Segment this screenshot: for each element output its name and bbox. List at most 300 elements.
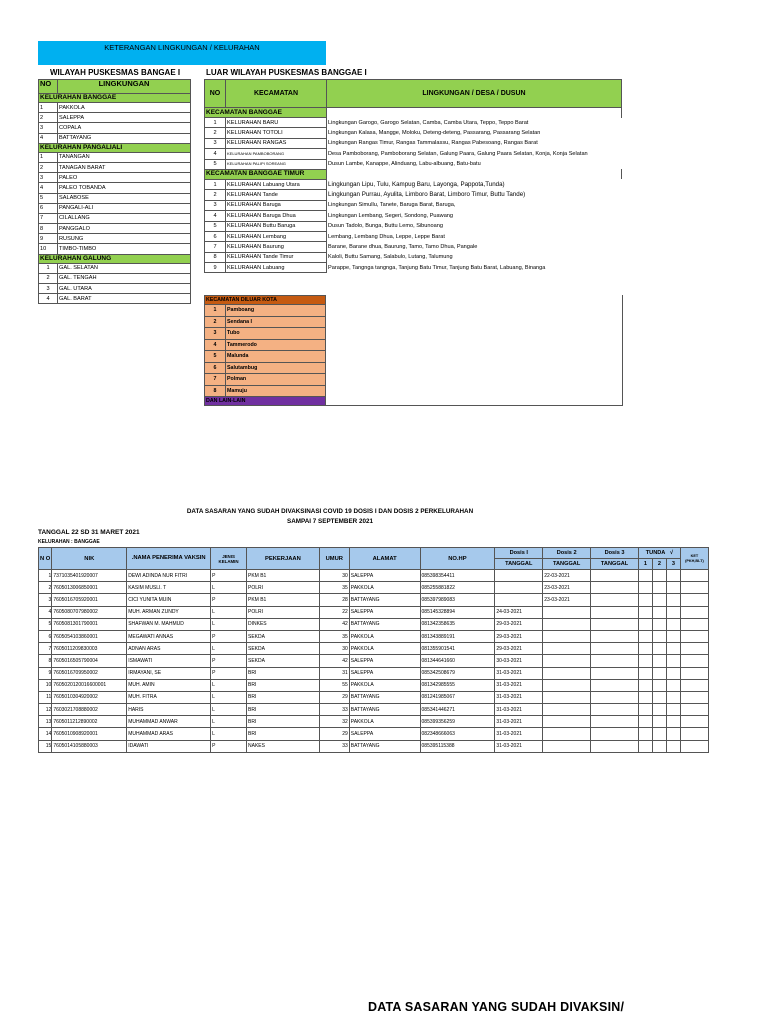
row-lingkungan: Lembang, Lembang Dhua, Leppe, Leppe Barat (328, 233, 445, 240)
row-tunda-1 (638, 716, 652, 728)
row-lingkungan: PANGGALO (58, 224, 191, 234)
row-dosis3 (591, 740, 639, 752)
row-lingkungan: Lingkungan Simullu, Tanete, Baruga Barat, Baruga, (328, 202, 456, 209)
row-pekerjaan: POLRI (247, 582, 320, 594)
col-jenis-kelamin: JENIS KELAMIN (211, 548, 247, 570)
tunda-label: TUNDA (645, 550, 666, 556)
row-tunda-2 (652, 618, 666, 630)
row-pekerjaan: POLRI (247, 606, 320, 618)
row-number: 7 (205, 242, 226, 252)
table-row (39, 679, 709, 691)
row-jenis-kelamin: P (211, 740, 247, 752)
table-row (39, 570, 709, 582)
row-number: 5 (39, 618, 52, 630)
row-lingkungan: Desa Pamboborang, Pamboborang Selatan, Galung Paara, Galung Paara Selatan, Konja, Konja Selatan (328, 150, 588, 157)
row-nohp: 081342358635 (420, 618, 495, 630)
row-lingkungan: Lingkungan Purrau, Ayulita, Limboro Barat, Limboro Timur, Buttu Tande) (328, 191, 526, 199)
row-lingkungan: Lingkungan Lembang, Segeri, Sondong, Puawang (328, 212, 454, 219)
vaksin-table (38, 547, 709, 753)
table-row (39, 655, 709, 667)
row-dosis3 (591, 716, 639, 728)
row-pekerjaan: NAKES (247, 740, 320, 752)
row-ket (680, 643, 708, 655)
table-row (205, 200, 622, 210)
footer-row (205, 397, 326, 406)
row-number: 2 (205, 128, 226, 138)
row-jenis-kelamin: L (211, 618, 247, 630)
row-tunda-3 (666, 618, 680, 630)
row-dosis1: 31-03-2021 (495, 704, 543, 716)
row-pekerjaan: SEKDA (247, 643, 320, 655)
luar-wilayah-table (204, 79, 622, 273)
col-dosis3-tanggal: TANGGAL (591, 559, 639, 570)
kecamatan-luar-kota-table (204, 295, 326, 406)
row-ket (680, 655, 708, 667)
table-row (39, 193, 191, 203)
row-number: 7 (39, 643, 52, 655)
row-dosis1: 29-03-2021 (495, 630, 543, 642)
row-nama: CICI YUNITA MUIN (127, 594, 211, 606)
row-kelurahan: KELURAHAN Tande (226, 190, 327, 200)
table-row (39, 284, 191, 294)
dan-lain-lain: DAN LAIN-LAIN (205, 397, 326, 406)
table-row (39, 162, 191, 172)
table-row (205, 362, 326, 374)
section-title: KECAMATAN BANGGAE (205, 108, 327, 118)
row-tunda-2 (652, 667, 666, 679)
col-dosis3: Dosis 3 (591, 548, 639, 559)
row-ket (680, 618, 708, 630)
row-nohp: 085341446271 (420, 704, 495, 716)
table-row (39, 103, 191, 113)
row-ket (680, 728, 708, 740)
table-row (39, 152, 191, 162)
row-number: 1 (39, 570, 52, 582)
row-kelurahan: KELURAHAN PALIPI SOREANG (226, 159, 327, 169)
row-jenis-kelamin: P (211, 655, 247, 667)
row-nik: 7605020120016600001 (52, 679, 127, 691)
row-nama: MUHAMMAD ARAS (127, 728, 211, 740)
col-nama: .NAMA PENERIMA VAKSIN (127, 548, 211, 570)
col-no: N O (39, 548, 52, 570)
row-ket (680, 679, 708, 691)
table-row (39, 630, 709, 642)
row-lingkungan: GAL. SELATAN (58, 263, 191, 273)
row-ket (680, 630, 708, 642)
row-kelurahan: KELURAHAN Baurung (226, 242, 327, 252)
row-number: 8 (205, 385, 226, 397)
row-dosis2 (543, 667, 591, 679)
table-row (205, 190, 622, 200)
row-dosis2 (543, 643, 591, 655)
col-dosis1-tanggal: TANGGAL (495, 559, 543, 570)
col-no: NO (39, 80, 58, 94)
row-lingkungan: PAKKOLA (58, 103, 191, 113)
row-nama: HARIS (127, 704, 211, 716)
row-tunda-1 (638, 655, 652, 667)
row-nohp: 081344641660 (420, 655, 495, 667)
row-tunda-1 (638, 594, 652, 606)
section-title: KELURAHAN PANGALIALI (39, 143, 191, 152)
row-nama: SHAFWAN M. MAHMUD (127, 618, 211, 630)
row-nohp: 081241985067 (420, 691, 495, 703)
row-pekerjaan: DINKES (247, 618, 320, 630)
row-kelurahan: KELURAHAN RANGAS (226, 138, 327, 148)
row-dosis2 (543, 691, 591, 703)
row-tunda-3 (666, 728, 680, 740)
table-row (39, 263, 191, 273)
row-number: 6 (205, 231, 226, 241)
row-tunda-2 (652, 740, 666, 752)
row-tunda-1 (638, 667, 652, 679)
row-number: 1 (39, 263, 58, 273)
table-row (39, 224, 191, 234)
row-nik: 7605010304920002 (52, 691, 127, 703)
section-header (205, 169, 622, 179)
row-dosis3 (591, 704, 639, 716)
col-kecamatan: KECAMATAN (226, 80, 327, 108)
row-lingkungan: Lingkungan Kalasa, Mangge, Moloku, Deteng-deteng, Passarang, Passarang Selatan (328, 130, 541, 137)
row-kecamatan: Salutambug (226, 362, 326, 374)
vaksin-title-line1: DATA SASARAN YANG SUDAH DIVAKSINASI COVID 19 DOSIS I DAN DOSIS 2 PERKELURAHAN (186, 508, 474, 515)
row-number: 7 (205, 374, 226, 386)
col-alamat: ALAMAT (349, 548, 420, 570)
row-number: 1 (39, 152, 58, 162)
kelurahan-label: KELURAHAN : BANGGAE (38, 539, 100, 545)
row-pekerjaan: SEKDA (247, 655, 320, 667)
table-row (205, 128, 622, 138)
row-dosis2: 23-03-2021 (543, 582, 591, 594)
row-dosis1 (495, 582, 543, 594)
table-row (205, 339, 326, 351)
row-kecamatan: Tubo (226, 328, 326, 340)
table-row (39, 691, 709, 703)
row-kecamatan: Malunda (226, 351, 326, 363)
section-filler (327, 108, 622, 118)
row-dosis3 (591, 582, 639, 594)
row-tunda-1 (638, 606, 652, 618)
col-lingkungan-desa: LINGKUNGAN / DESA / DUSUN (327, 80, 622, 108)
row-nama: IDAWATI (127, 740, 211, 752)
row-lingkungan: RUSUNG (58, 234, 191, 244)
col-dosis1: Dosis I (495, 548, 543, 559)
table-row (39, 123, 191, 133)
row-ket (680, 667, 708, 679)
row-number: 3 (205, 138, 226, 148)
table-row (205, 351, 326, 363)
row-kelurahan: KELURAHAN PAMBOBORANG (226, 149, 327, 159)
row-dosis2 (543, 679, 591, 691)
row-nik: 7605013006850001 (52, 582, 127, 594)
banner-title: KETERANGAN LINGKUNGAN / KELURAHAN (38, 41, 326, 65)
row-nohp: 085398354411 (420, 570, 495, 582)
col-tunda-3: 3 (666, 559, 680, 570)
row-tunda-3 (666, 691, 680, 703)
row-number: 4 (39, 183, 58, 193)
row-nohp: 081342985555 (420, 679, 495, 691)
row-tunda-2 (652, 655, 666, 667)
row-kelurahan: KELURAHAN TOTOLI (226, 128, 327, 138)
row-pekerjaan: BRI (247, 704, 320, 716)
row-number: 5 (205, 221, 226, 231)
table-row (39, 273, 191, 283)
row-kelurahan: KELURAHAN Labuang Utara (226, 179, 327, 189)
row-tunda-2 (652, 582, 666, 594)
row-kecamatan: Sendana I (226, 316, 326, 328)
table-row (39, 618, 709, 630)
row-tunda-1 (638, 618, 652, 630)
row-pekerjaan: BRI (247, 691, 320, 703)
row-number: 4 (205, 211, 226, 221)
row-number: 6 (39, 203, 58, 213)
row-nik: 7605016709950002 (52, 667, 127, 679)
row-tunda-3 (666, 606, 680, 618)
row-ket (680, 691, 708, 703)
table-row (39, 582, 709, 594)
row-lingkungan: TIMBO-TIMBO (58, 244, 191, 254)
row-dosis3 (591, 655, 639, 667)
row-tunda-2 (652, 570, 666, 582)
row-nik: 7605010908920001 (52, 728, 127, 740)
row-dosis3 (591, 728, 639, 740)
row-number: 10 (39, 679, 52, 691)
row-nik: 7605011209830003 (52, 643, 127, 655)
row-tunda-2 (652, 630, 666, 642)
row-number: 11 (39, 691, 52, 703)
col-nik: NIK (52, 548, 127, 570)
row-number: 4 (39, 606, 52, 618)
row-number: 2 (39, 162, 58, 172)
table-row (205, 149, 622, 159)
row-dosis2 (543, 740, 591, 752)
section-header (205, 108, 622, 118)
row-umur: 30 (319, 643, 349, 655)
row-dosis3 (591, 594, 639, 606)
row-lingkungan: SALABOSE (58, 193, 191, 203)
row-alamat: BATTAYANG (349, 740, 420, 752)
row-number: 5 (205, 159, 226, 169)
row-number: 4 (205, 339, 226, 351)
row-jenis-kelamin: L (211, 728, 247, 740)
row-tunda-3 (666, 740, 680, 752)
row-number: 2 (39, 582, 52, 594)
table-row (205, 316, 326, 328)
row-ket (680, 606, 708, 618)
row-tunda-3 (666, 704, 680, 716)
col-lingkungan: LINGKUNGAN (58, 80, 191, 94)
row-tunda-2 (652, 704, 666, 716)
row-lingkungan: Parappe, Tangnga tangnga, Tanjung Batu Timur, Tanjung Batu Barat, Labuang, Binanga (328, 264, 546, 271)
table-row (39, 133, 191, 143)
row-dosis2 (543, 606, 591, 618)
row-tunda-2 (652, 594, 666, 606)
row-dosis1: 29-03-2021 (495, 643, 543, 655)
row-lingkungan: GAL. UTARA (58, 284, 191, 294)
row-tunda-1 (638, 728, 652, 740)
row-tunda-1 (638, 630, 652, 642)
row-nohp: 081355901541 (420, 643, 495, 655)
row-alamat: PAKKOLA (349, 630, 420, 642)
row-dosis2: 22-03-2021 (543, 570, 591, 582)
row-alamat: PAKKOLA (349, 679, 420, 691)
row-tunda-1 (638, 704, 652, 716)
row-nik: 7605080707980002 (52, 606, 127, 618)
row-nohp: 085395115388 (420, 740, 495, 752)
row-number: 3 (39, 123, 58, 133)
row-number: 7 (39, 213, 58, 223)
row-number: 3 (39, 284, 58, 294)
table-row (205, 118, 622, 128)
row-kecamatan: Polman (226, 374, 326, 386)
row-number: 3 (39, 173, 58, 183)
row-number: 5 (205, 351, 226, 363)
row-alamat: PAKKOLA (349, 582, 420, 594)
row-number: 8 (205, 252, 226, 262)
row-nohp: 085399356259 (420, 716, 495, 728)
row-number: 12 (39, 704, 52, 716)
row-umur: 31 (319, 667, 349, 679)
row-dosis3 (591, 679, 639, 691)
tanggal-label: TANGGAL 22 SD 31 MARET 2021 (38, 529, 140, 536)
row-number: 8 (39, 655, 52, 667)
row-jenis-kelamin: L (211, 606, 247, 618)
row-number: 5 (39, 193, 58, 203)
row-dosis1: 31-03-2021 (495, 740, 543, 752)
row-dosis1: 24-03-2021 (495, 606, 543, 618)
col-dosis2-tanggal: TANGGAL (543, 559, 591, 570)
col-umur: UMUR (319, 548, 349, 570)
table-row (205, 374, 326, 386)
row-dosis2 (543, 704, 591, 716)
row-dosis1 (495, 594, 543, 606)
row-umur: 32 (319, 716, 349, 728)
row-alamat: PAKKOLA (349, 643, 420, 655)
row-dosis1: 31-03-2021 (495, 667, 543, 679)
table-row (205, 328, 326, 340)
row-kelurahan: KELURAHAN Baruga Dhua (226, 211, 327, 221)
row-jenis-kelamin: L (211, 704, 247, 716)
row-dosis3 (591, 630, 639, 642)
row-number: 4 (205, 149, 226, 159)
row-umur: 33 (319, 740, 349, 752)
row-lingkungan: PALEO (58, 173, 191, 183)
section-filler (327, 169, 622, 179)
table-row (205, 231, 622, 241)
row-kecamatan: Mamuju (226, 385, 326, 397)
row-umur: 29 (319, 691, 349, 703)
row-dosis1: 31-03-2021 (495, 679, 543, 691)
row-number: 2 (205, 316, 226, 328)
row-umur: 35 (319, 630, 349, 642)
table-row (205, 221, 622, 231)
row-tunda-1 (638, 740, 652, 752)
row-nohp: 082348666063 (420, 728, 495, 740)
row-nohp: 085255881822 (420, 582, 495, 594)
row-alamat: SALEPPA (349, 655, 420, 667)
row-number: 2 (39, 273, 58, 283)
row-tunda-2 (652, 728, 666, 740)
table-row (205, 305, 326, 317)
row-pekerjaan: PKM B1 (247, 570, 320, 582)
row-pekerjaan: BRI (247, 716, 320, 728)
row-nama: MUH. FITRA (127, 691, 211, 703)
row-alamat: SALEPPA (349, 667, 420, 679)
table-row (39, 594, 709, 606)
section-title: KELURAHAN GALUNG (39, 254, 191, 263)
table-row (205, 211, 622, 221)
row-number: 4 (39, 294, 58, 304)
right-section-title: LUAR WILAYAH PUSKESMAS BANGGAE I (206, 68, 367, 77)
table-row (39, 113, 191, 123)
row-kelurahan: KELURAHAN BARU (226, 118, 327, 128)
row-umur: 22 (319, 606, 349, 618)
col-ket: KET (PKH,BLT) (680, 548, 708, 570)
row-umur: 42 (319, 618, 349, 630)
row-pekerjaan: BRI (247, 728, 320, 740)
table-row (205, 263, 622, 273)
col-no: NO (205, 80, 226, 108)
table-row (39, 667, 709, 679)
row-jenis-kelamin: L (211, 691, 247, 703)
vaksin-title-line2: SAMPAI 7 SEPTEMBER 2021 (287, 518, 373, 525)
row-nama: MUHAMMAD ANWAR (127, 716, 211, 728)
row-umur: 29 (319, 728, 349, 740)
col-dosis2: Dosis 2 (543, 548, 591, 559)
table-row (39, 213, 191, 223)
row-number: 3 (205, 328, 226, 340)
row-number: 9 (39, 234, 58, 244)
row-ket (680, 594, 708, 606)
row-number: 15 (39, 740, 52, 752)
table-row (205, 242, 622, 252)
row-tunda-1 (638, 691, 652, 703)
row-dosis2 (543, 728, 591, 740)
table-row (205, 252, 622, 262)
row-tunda-3 (666, 667, 680, 679)
row-tunda-3 (666, 643, 680, 655)
row-nama: MEGAWATI ANNAS (127, 630, 211, 642)
row-umur: 28 (319, 594, 349, 606)
row-tunda-1 (638, 582, 652, 594)
table-row (39, 203, 191, 213)
row-tunda-2 (652, 643, 666, 655)
row-lingkungan: Kaloli, Buttu Samang, Salabulo, Lutang, Talumung (328, 254, 453, 261)
col-nohp: NO.HP (420, 548, 495, 570)
row-tunda-3 (666, 630, 680, 642)
row-pekerjaan: BRI (247, 679, 320, 691)
row-umur: 30 (319, 570, 349, 582)
row-pekerjaan: BRI (247, 667, 320, 679)
row-ket (680, 740, 708, 752)
row-dosis3 (591, 667, 639, 679)
row-dosis2: 23-03-2021 (543, 594, 591, 606)
row-pekerjaan: SEKDA (247, 630, 320, 642)
row-number: 3 (205, 200, 226, 210)
row-alamat: BATTAYANG (349, 594, 420, 606)
table-row (39, 716, 709, 728)
row-kelurahan: KELURAHAN Labuang (226, 263, 327, 273)
row-lingkungan: Barane, Barane dhua, Baurung, Tamo, Tamo Dhua, Pangale (328, 243, 478, 250)
row-umur: 33 (319, 704, 349, 716)
section-title: KECAMATAN BANGGAE TIMUR (205, 169, 327, 179)
table-row (205, 179, 622, 189)
row-tunda-2 (652, 606, 666, 618)
row-dosis2 (543, 716, 591, 728)
row-dosis3 (591, 606, 639, 618)
row-lingkungan: PALEO TOBANDA (58, 183, 191, 193)
row-number: 4 (39, 133, 58, 143)
row-nama: MUH. ARMAN ZUNDY (127, 606, 211, 618)
